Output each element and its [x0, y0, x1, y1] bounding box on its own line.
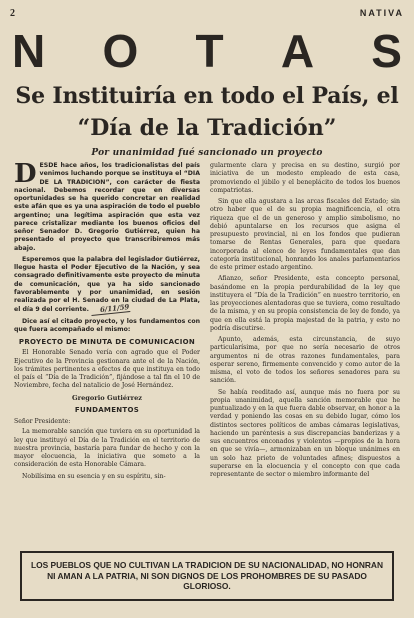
- page-number: 2: [10, 8, 15, 19]
- footer-quote-box: [20, 551, 394, 601]
- paragraph: Afianzo, señor Presidente, esta concepto personal, basándome en la propia perdurabilidad de la ley que instituyera el “Día de la Tradición” en nuestro territorio, en las proyecciones alentadoras que se tuviera, como resultado de la misma, y en su propia consistencia de ley de fondo, ya que en ella está la propia majestad de la patria, y esto no podría discutirse.: [210, 275, 400, 332]
- intro-paragraph: DESDE hace años, los tradicionalistas del país venimos luchando porque se instituya el “DIA DE LA TRADICION”, con carácter de fiesta nacional. Debemos recordar que en diversas oportunidades se ha querido concretar en realidad este afán que es ya una aspiración de todo el pueblo argentino; una legítima aspiración que esta vez parece cristalizar mediante los buenos oficios del señor Senador D. Gregorio Gutiérrez, quien ha presentado el proyecto que transcribiremos más abajo.: [14, 159, 200, 252]
- signature: Gregorio Gutiérrez: [71, 393, 143, 402]
- paragraph: Sin que ella agustara a las arcas fiscales del Estado; sin otro haber que el de su propia magnificencia, el otra riqueza que el de un generoso y amplio simbolismo, no debió apuntalarse en los recursos que asigna el presupuesto provincial, ni en los fondos que pudieran tomarse de Rentas Generales, para que quedara incorporada al elenco de leyes fundamentales que dan categoría institucional, honrando los anales parlamentarios de este primer estado argentino.: [210, 198, 400, 271]
- section-title: [12, 26, 402, 76]
- section-heading: FUNDAMENTOS: [74, 405, 140, 414]
- paragraph: Apunto, además, esta circunstancia, de suyo particularísima, por que no sería necesario de otros argumentos ni de otras razones fundamentales, para esperar sereno, firmemente convencido y como autor de la misma, el voto de todos los señores senadores para su sanción.: [210, 336, 400, 385]
- right-column: [210, 162, 400, 482]
- paragraph: Esperemos que la palabra del legislador Gutiérrez, llegue hasta el Poder Ejecutivo de la Nación, y sea consagrado definitivamente este proyecto de minuta de comunicación, que ya ha sido sancionado favorablemente y por unanimidad, en sesión realizada por el H. Senado en la ciudad de La Plata, el día 9 del corriente. 6/11/59: [14, 256, 200, 315]
- left-column: [14, 159, 200, 484]
- paragraph: La memorable sanción que tuviera en su oportunidad la ley que instituyó el Día de la Tradición en el territorio de nuestra provincia, bastaría para fundar de hecho y con la mayor elocuencia, la iniciativa que someto a la consideración de esta Honorable Cámara.: [14, 428, 200, 469]
- paragraph: gularmente clara y precisa en su destino, surgió por iniciativa de un modesto empleado de esta casa, promoviendo el júbilo y el beneplácito de todos los buenos compatriotas.: [210, 162, 400, 194]
- article-subheadline: Por unanimidad fué sancionado un proyecto: [91, 148, 323, 158]
- magazine-name: NATIVA: [359, 8, 404, 18]
- handwritten-date-stamp: 6/11/59: [91, 303, 131, 316]
- section-title-letter: O: [102, 25, 139, 77]
- paragraph: El Honorable Senado vería con agrado que el Poder Ejecutivo de la Provincia gestionara ante el de la Nación, los trámites pertinentes a efectos de que instituya en todo el país el “Día de la Tradición”, fijándose a tal fin el 10 de Noviembre, fecha del natalicio de José Hernández.: [14, 349, 200, 390]
- headline-line-1: Se Instituiría en todo el País, el: [15, 83, 399, 109]
- paragraph: Se había reeditado así, aunque más no fuera por su propia unanimidad, aquella sanción memorable que he puntualizado y en la que fuera dable observar, en honor a la verdad y poniendo las cosas en su debido lugar, cómo los distintos sectores políticos de ambas cámaras legislativas, haciendo un paréntesis a sus discrepancias banderizas y a sus encuentros enconados y violentos —propios de la hora en que se vivía—, armonizaban en un bloque unánimes en un solo haz prieto de voluntades afines; dispuestos a superarse en la elocuencia y el concepto con que cada representante de sector o miembro informante del: [210, 388, 400, 478]
- section-title-letter: S: [371, 25, 402, 77]
- headline-line-2: “Día de la Tradición”: [77, 115, 337, 141]
- page-header: [10, 8, 404, 22]
- footer-quote: LOS PUEBLOS QUE NO CULTIVAN LA TRADICION DE SU NACIONALIDAD, NO HONRAN NI AMAN A LA PATRIA, NI SON DIGNOS DE LOS PROHOMBRES DE SU PASADO GLORIOSO.: [30, 560, 384, 592]
- section-title-letter: A: [280, 25, 315, 77]
- paragraph: Dice así el citado proyecto, y los fundamentos con que fuera acompañado el mismo:: [14, 317, 200, 333]
- section-title-letter: T: [195, 25, 224, 77]
- section-heading: PROYECTO DE MINUTA DE COMUNICACION: [18, 338, 196, 346]
- article-headline: [10, 80, 404, 144]
- drop-cap: D: [14, 159, 37, 189]
- section-title-letter: N: [12, 25, 46, 77]
- paragraph: Nobilísima en su esencia y en su espíritu, sin-: [22, 472, 166, 480]
- salutation: Señor Presidente:: [14, 418, 71, 425]
